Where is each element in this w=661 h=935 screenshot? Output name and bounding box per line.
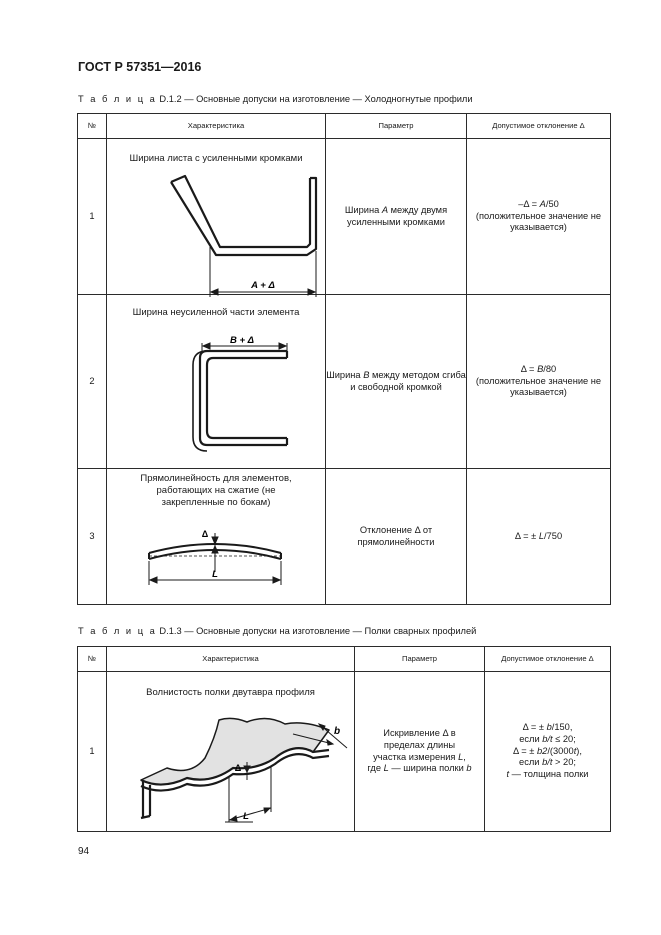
tolerance-cell xyxy=(467,139,611,295)
characteristic-title: Ширина неусиленной части элемента xyxy=(132,307,300,318)
tol-var: b/t xyxy=(542,757,553,768)
table1-col-tolerance: Допустимое отклонение Δ xyxy=(467,114,611,139)
unreinforced-channel-figure xyxy=(107,295,326,469)
table-row xyxy=(78,672,611,832)
table-row xyxy=(78,295,611,469)
table1-col-characteristic: Характеристика xyxy=(107,114,326,139)
tolerance-formula-pre: Δ = ± xyxy=(514,530,539,541)
table-row xyxy=(78,469,611,605)
row-number: 3 xyxy=(78,469,107,605)
tolerance-cell xyxy=(485,672,611,832)
characteristic-cell xyxy=(107,139,326,295)
param-var: L xyxy=(458,751,464,762)
tol-text: — толщина полки xyxy=(509,768,589,779)
characteristic-cell xyxy=(107,469,326,605)
param-text: Отклонение Δ от прямолинейности xyxy=(357,524,435,547)
tolerance-cell xyxy=(467,469,611,605)
tolerance-note: (положительное значение не указывается) xyxy=(475,210,602,233)
tol-text: > 20; xyxy=(552,757,576,768)
table1-caption-prefix: Т а б л и ц а xyxy=(78,94,157,104)
tol-text: /(3000 xyxy=(547,745,574,756)
tol-var: b2 xyxy=(536,745,548,756)
tol-text: ≤ 20; xyxy=(552,734,576,745)
tolerance-note: (положительное значение не указывается) xyxy=(475,375,602,398)
parameter-cell xyxy=(355,672,485,832)
length-label: L xyxy=(212,569,218,580)
tolerance-var: B xyxy=(537,364,544,375)
table1-caption xyxy=(78,94,473,104)
param-line: Искривление Δ в xyxy=(383,728,456,739)
parameter-cell xyxy=(326,469,467,605)
tolerance-var: L xyxy=(538,530,545,541)
tolerance-formula-post: /750 xyxy=(544,530,563,541)
dimension-label-a: A + Δ xyxy=(251,280,275,291)
tol-text: Δ = ± xyxy=(522,722,547,733)
table2-col-num: № xyxy=(78,647,107,672)
characteristic-cell xyxy=(107,295,326,469)
table-d13 xyxy=(77,646,611,832)
dimension-label-b: B + Δ xyxy=(229,335,255,346)
table2-caption xyxy=(78,626,476,636)
table2-col-characteristic: Характеристика xyxy=(107,647,355,672)
tolerance-formula-pre: –Δ = xyxy=(518,199,540,210)
tolerance-formula-pre: Δ = xyxy=(520,364,538,375)
param-var-a: A xyxy=(381,204,389,215)
parameter-cell xyxy=(326,139,467,295)
table1-col-num: № xyxy=(78,114,107,139)
tol-var: b xyxy=(546,722,552,733)
table2-header-row xyxy=(78,647,611,672)
tol-text: /150, xyxy=(551,722,573,733)
param-var-b: B xyxy=(363,369,370,380)
param-var: b xyxy=(466,763,472,774)
table2-caption-prefix: Т а б л и ц а xyxy=(78,626,157,636)
table2-col-tolerance: Допустимое отклонение Δ xyxy=(485,647,611,672)
page-number: 94 xyxy=(78,846,90,857)
table-row xyxy=(78,139,611,295)
tolerance-formula-post: /50 xyxy=(545,199,559,210)
table2-caption-text: D.1.3 — Основные допуски на изготовление — Полки сварных профилей xyxy=(159,626,477,636)
reinforced-edge-sheet-figure xyxy=(107,139,326,295)
table-d12 xyxy=(77,113,611,605)
table1-header-row xyxy=(78,114,611,139)
tol-text: если xyxy=(519,757,543,768)
tolerance-var: A xyxy=(539,199,546,210)
tol-text: ), xyxy=(576,745,582,756)
table1-caption-text: D.1.2 — Основные допуски на изготовление — Холодногнутые профили xyxy=(159,94,473,104)
tol-var: t xyxy=(506,768,510,779)
tol-var: b/t xyxy=(542,734,553,745)
characteristic-title: Волнистость полки двутавра профиля xyxy=(146,687,315,698)
length-label: L xyxy=(243,811,249,822)
param-text-rest: между методом сгиба и свободной кромкой xyxy=(350,369,466,392)
parameter-cell xyxy=(326,295,467,469)
param-line: участка измерения xyxy=(373,751,459,762)
param-line: , xyxy=(463,751,466,762)
characteristic-title: Прямолинейность для элементов, работающих на сжатие (не закрепленные по бокам) xyxy=(140,473,292,508)
tol-var: t xyxy=(573,745,577,756)
flange-waviness-figure xyxy=(107,672,355,832)
delta-label: Δ xyxy=(201,529,209,539)
table1-col-param: Параметр xyxy=(326,114,467,139)
param-text-rest: между двумя усиленными кромками xyxy=(347,204,448,227)
straightness-figure xyxy=(107,469,326,605)
flange-width-label: b xyxy=(333,726,341,737)
param-text: Ширина xyxy=(326,369,364,380)
characteristic-title: Ширина листа с усиленными кромками xyxy=(129,153,303,164)
param-line: пределах длины xyxy=(383,739,456,750)
param-var: L xyxy=(383,763,389,774)
param-line: где xyxy=(367,763,384,774)
document-code: ГОСТ Р 57351—2016 xyxy=(78,60,202,74)
param-line: — ширина полки xyxy=(388,763,467,774)
param-text: Ширина xyxy=(344,204,382,215)
tolerance-cell xyxy=(467,295,611,469)
row-number: 1 xyxy=(78,672,107,832)
tolerance-formula-post: /80 xyxy=(543,364,557,375)
delta-label: Δ xyxy=(234,763,242,773)
tol-text: Δ = ± xyxy=(513,745,537,756)
table2-col-param: Параметр xyxy=(355,647,485,672)
row-number: 2 xyxy=(78,295,107,469)
characteristic-cell xyxy=(107,672,355,832)
tol-text: если xyxy=(519,734,543,745)
row-number: 1 xyxy=(78,139,107,295)
